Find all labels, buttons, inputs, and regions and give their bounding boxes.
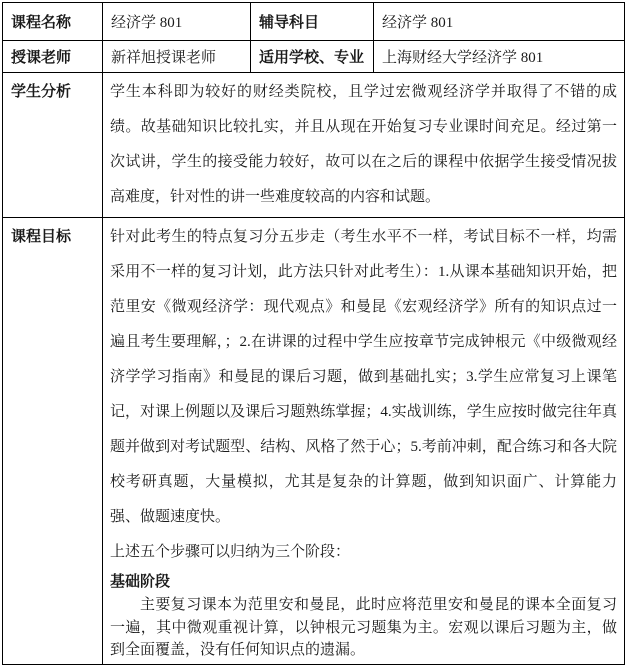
document-page (0, 2, 626, 658)
teacher-value: 新祥旭授课老师 (103, 41, 251, 73)
student-analysis-text: 学生本科即为较好的财经类院校，且学过宏微观经济学并取得了不错的成绩。故基础知识比较扎实，并且从现在开始复习专业课时间充足。经过第一次试讲，学生的接受能力较好，故可以在之后的课程中依据学生接受情况拔高难度，针对性的讲一些难度较高的内容和试题。 (110, 84, 617, 205)
course-goal-five-steps-text: 针对此考生的特点复习分五步走（考生水平不一样，考试目标不一样，均需采用不一样的复习计划，此方法只针对此考生）：1.从课本基础知识开始，把范里安《微观经济学：现代观点》和曼昆《宏观经济学》所有的知识点过一遍且考生要理解，；2.在讲课的过程中学生应按章节完成钟根元《中级微观经济学学习指南》和曼昆的课后习题，做到基础扎实；3.学生应常复习上课笔记，对课上例题以及课后习题熟练掌握；4.实战训练，学生应按时做完往年真题并做到对考试题型、结构、风格了然于心；5.考前冲刺，配合练习和各大院校考研真题，大量模拟，尤其是复杂的计算题，做到知识面广、计算能力强、做题速度快。 (110, 229, 617, 525)
basic-stage-text: 主要复习课本为范里安和曼昆，此时应将范里安和曼昆的课本全面复习一遍，其中微观重视计算，以钟根元习题集为主。宏观以课后习题为主，做到全面覆盖，没有任何知识点的遗漏。 (110, 597, 617, 658)
course-goal-cell (103, 218, 625, 665)
school-major-label: 适用学校、专业 (251, 41, 374, 73)
teacher-label: 授课老师 (3, 41, 103, 73)
table-row-student-analysis (3, 73, 625, 218)
course-name-value: 经济学 801 (103, 3, 251, 41)
course-goal-label: 课程目标 (3, 218, 103, 665)
school-major-value: 上海财经大学经济学 801 (374, 41, 625, 73)
course-plan-table (2, 2, 625, 665)
stage-heading-basic: 基础阶段 (110, 574, 171, 590)
table-row-course-name (3, 3, 625, 41)
table-row-teacher (3, 41, 625, 73)
tutoring-subject-label: 辅导科目 (251, 3, 374, 41)
course-goal-summary-line: 上述五个步骤可以归纳为三个阶段： (110, 544, 351, 560)
course-name-label: 课程名称 (3, 3, 103, 41)
table-row-course-goal (3, 218, 625, 665)
tutoring-subject-value: 经济学 801 (374, 3, 625, 41)
student-analysis-cell (103, 73, 625, 218)
student-analysis-label: 学生分析 (3, 73, 103, 218)
